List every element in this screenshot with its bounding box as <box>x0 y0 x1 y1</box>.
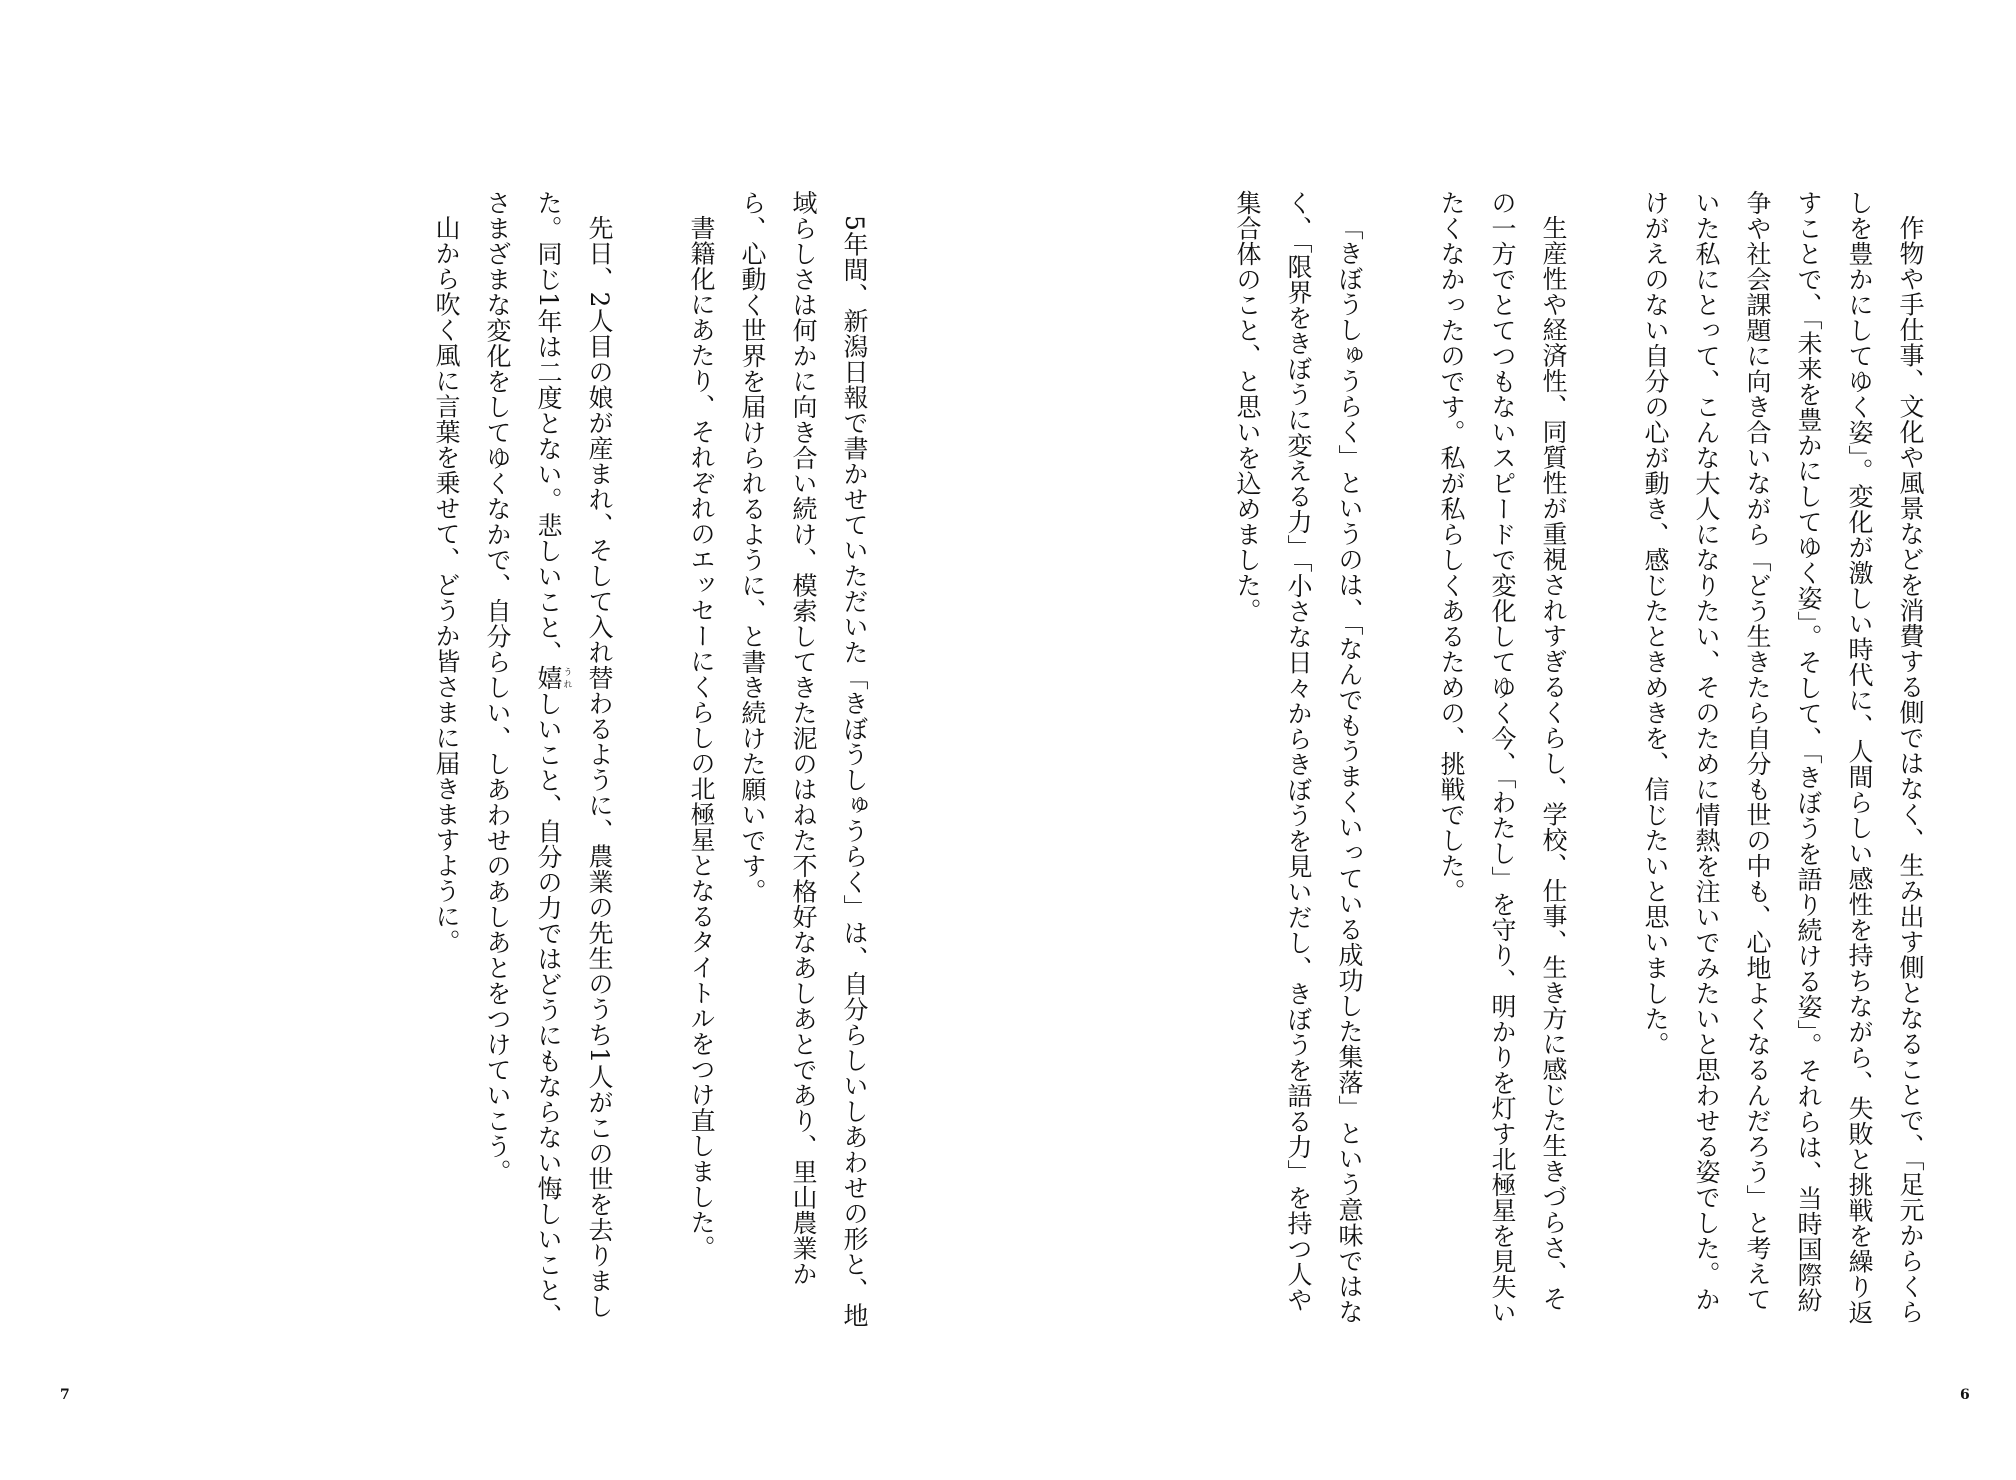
page-right-text <box>1078 190 1936 1330</box>
paragraph: 5年間、新潟日報で書かせていただいた「きぼうしゅうらく」は、自分らしいしあわせの形と、地域らしさは何かに向き合い続け、模索してきた泥のはねた不格好なあしあとであり、里山農業から、心動く世界を届けられるように、と書き続けた願いです。 <box>738 190 869 1328</box>
paragraph: 先日、2人目の娘が産まれ、そして入れ替わるように、農業の先生のうち1人がこの世を去りました。同じ1年は二度とない。悲しいこと、嬉うれしいこと、自分の力ではどうにもならない悔しいこと、さまざまな変化をしてゆくなかで、自分らしい、しあわせのあしあとをつけていこう。 <box>483 190 614 1329</box>
page-right <box>1008 0 2016 1480</box>
blank-line <box>625 190 676 1330</box>
page-left-text <box>414 190 880 1330</box>
paragraph: 書籍化にあたり、それぞれのエッセーにくらしの北極星となるタイトルをつけ直しました。 <box>687 215 716 1261</box>
paragraph: 山から吹く風に言葉を乗せて、どうか皆さまに届きますように。 <box>432 215 461 955</box>
paragraph: 「きぼうしゅうらく」というのは、「なんでもうまくいっている成功した集落」という意味ではなく、「限界をきぼうに変える力」「小さな日々からきぼうを見いだし、きぼうを語る力」を持つ人や集合体のこと、と思いを込めました。 <box>1233 190 1364 1325</box>
page-number: 6 <box>1960 1387 1970 1403</box>
ruby-annotation: 嬉うれ <box>534 665 572 691</box>
blank-line <box>1375 190 1426 1330</box>
blank-line <box>1579 190 1630 1330</box>
paragraph: 生産性や経済性、同質性が重視されすぎるくらし、学校、仕事、生き方に感じた生きづらさ、その一方でとてつもないスピードで変化してゆく今、「わたし」を守り、明かりを灯す北極星を見失いたくなかったのです。私が私らしくあるための、挑戦でした。 <box>1437 190 1568 1325</box>
page-number: 7 <box>60 1387 70 1403</box>
paragraph: 作物や手仕事、文化や風景などを消費する側ではなく、生み出す側となることで、「足元からくらしを豊かにしてゆく姿」。変化が激しい時代に、人間らしい感性を持ちながら、失敗と挑戦を繰り返すことで、「未来を豊かにしてゆく姿」。そして、「きぼうを語り続ける姿」。それらは、当時国際紛争や社会課題に向き合いながら「どう生きたら自分も世の中も、心地よくなるんだろう」と考えていた私にとって、こんな大人になりたい、そのために情熱を注いでみたいと思わせる姿でした。かけがえのない自分の心が動き、感じたときめきを、信じたいと思いました。 <box>1641 190 1925 1325</box>
